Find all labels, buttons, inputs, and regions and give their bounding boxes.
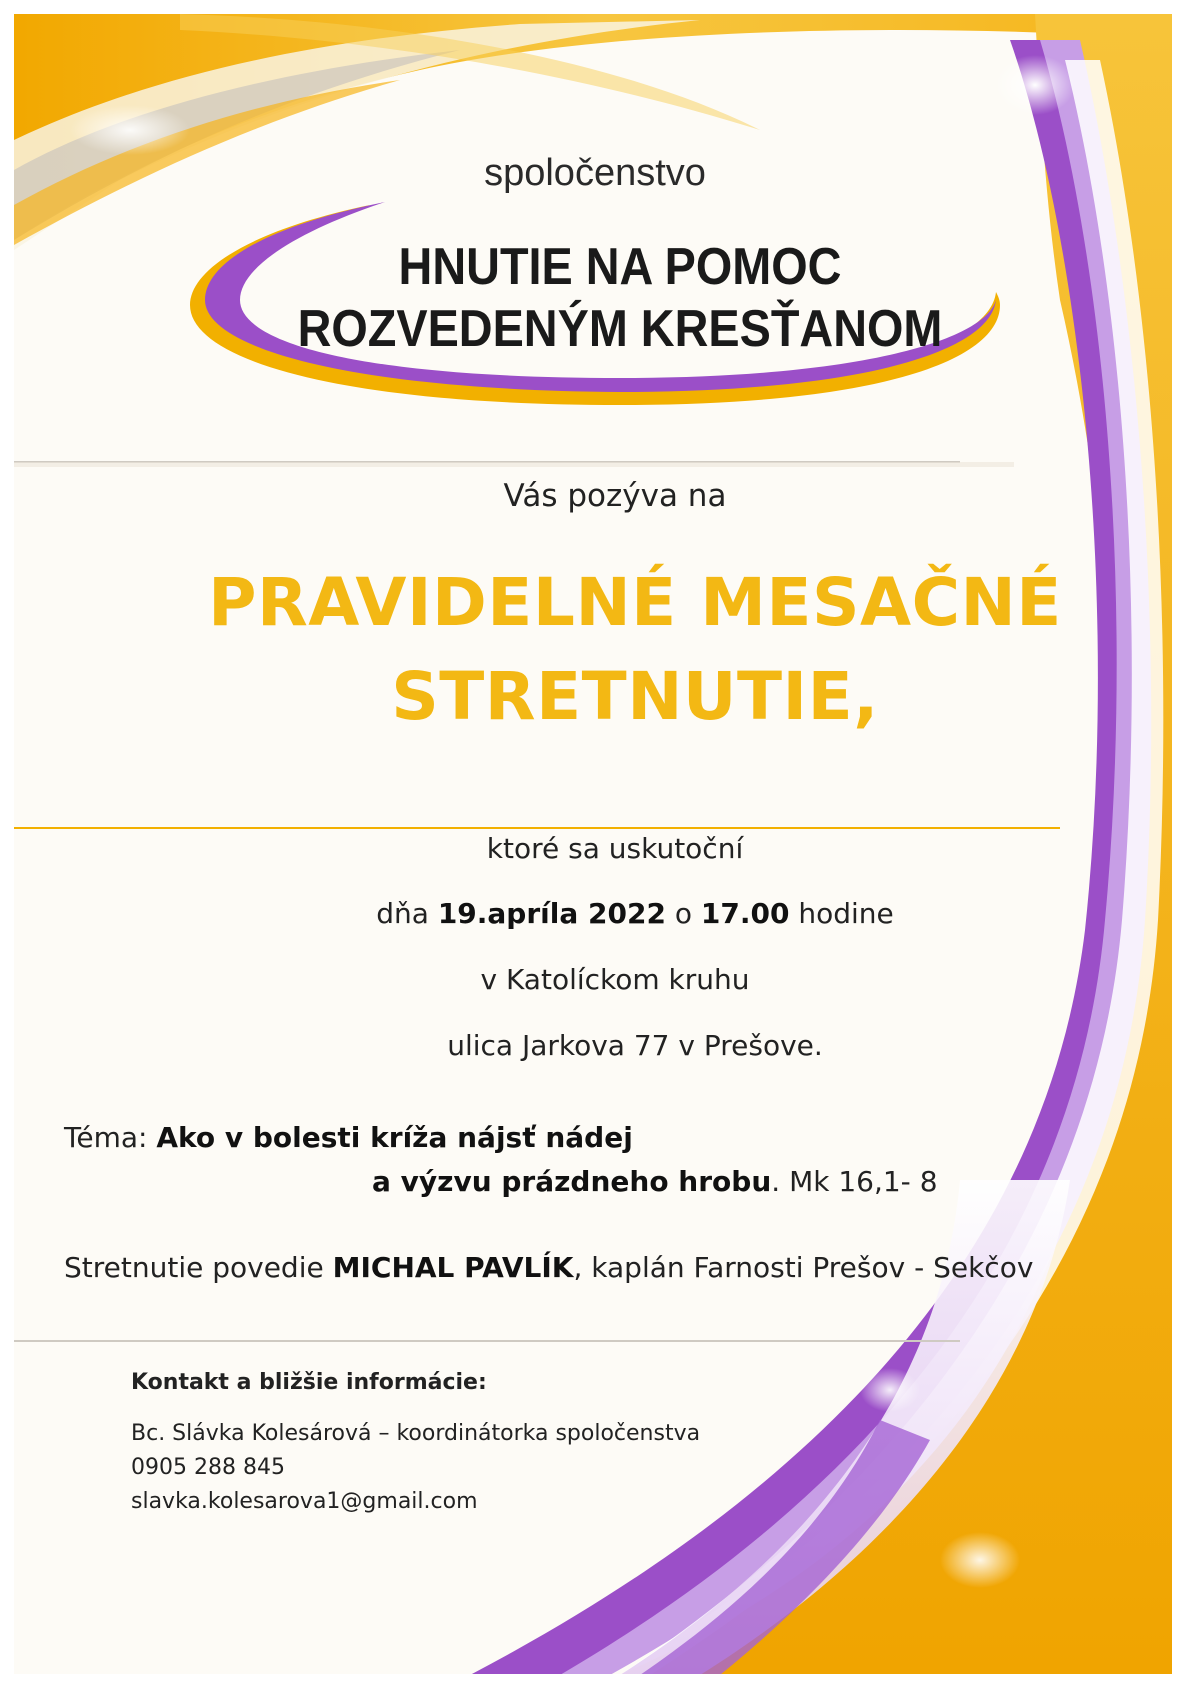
topic-title-part-2: a výzvu prázdneho hrobu [372,1165,772,1198]
topic-reference: . Mk 16,1- 8 [771,1165,938,1198]
event-date: 19.apríla 2022 [437,897,666,930]
contact-heading: Kontakt a bližšie informácie: [131,1370,487,1395]
invitation-intro: Vás pozýva na [503,478,727,514]
topic-title-part-1: Ako v bolesti kríža nájsť nádej [156,1121,633,1154]
speaker-name: MICHAL PAVLÍK [332,1251,574,1284]
organization-name-line-1: HNUTIE NA POMOC [398,238,842,296]
contact-person: Bc. Slávka Kolesárová – koordinátorka spoločenstva [131,1421,701,1446]
time-connector: o [674,897,692,930]
event-venue: v Katolíckom kruhu [480,963,750,996]
event-time: 17.00 [700,897,790,930]
contact-email: slavka.kolesarova1@gmail.com [131,1489,478,1514]
headline-line-2: STRETNUTIE, [391,658,879,735]
organization-name-line-2: ROZVEDENÝM KRESŤANOM [297,300,943,358]
topic-label: Téma: [64,1121,148,1154]
topic-line-1 [64,1121,633,1154]
event-date-time [20,897,1190,930]
organization-prefix: spoločenstvo [484,152,706,194]
headline-line-1: PRAVIDELNÉ MESAČNÉ [208,564,1062,641]
speaker-line [64,1251,1033,1284]
contact-phone: 0905 288 845 [131,1455,285,1480]
event-address: ulica Jarkova 77 v Prešove. [447,1029,823,1062]
speaker-prefix: Stretnutie povedie [64,1251,324,1284]
speaker-role: , kaplán Farnosti Prešov - Sekčov [573,1251,1034,1284]
time-suffix: hodine [798,897,894,930]
topic-line-2 [372,1165,938,1198]
organization-name [287,236,953,360]
date-prefix: dňa [376,897,429,930]
event-headline [170,556,1100,744]
event-intro: ktoré sa uskutoční [486,832,744,865]
